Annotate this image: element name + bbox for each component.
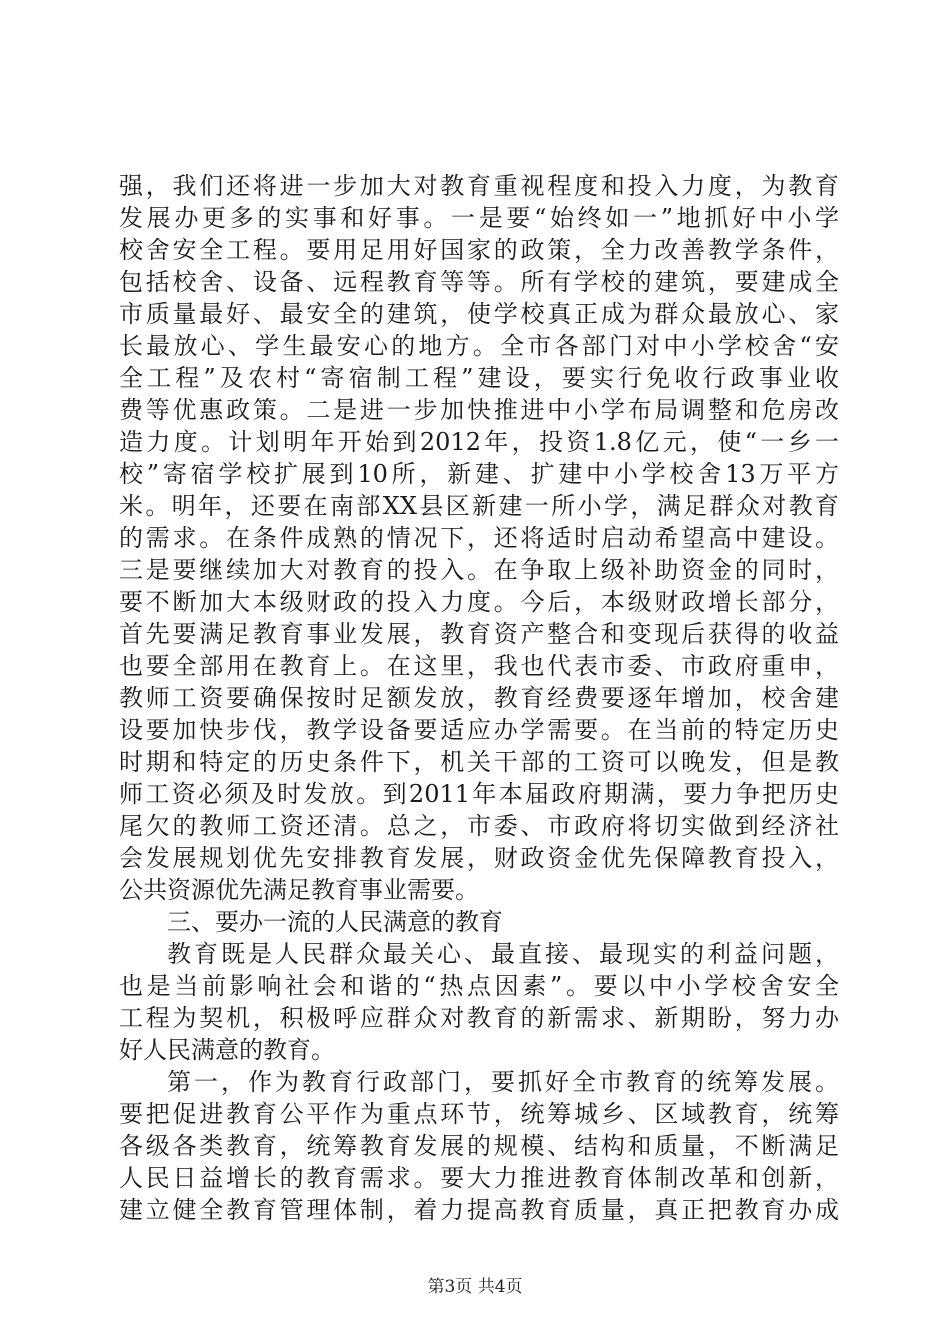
text-line: 各级各类教育，统筹教育发展的规模、结构和质量，不断满足	[119, 1132, 839, 1160]
text-line: 市质量最好、最安全的建筑，使学校真正成为群众最放心、家	[119, 300, 839, 328]
text-line: 设要加快步伐，教学设备要适应办学需要。在当前的特定历史	[119, 716, 839, 744]
text-line: 要把促进教育公平作为重点环节，统筹城乡、区域教育，统筹	[119, 1100, 839, 1128]
text-line: 也是当前影响社会和谐的“热点因素”。要以中小学校舍安全	[119, 972, 839, 1000]
text-line: 公共资源优先满足教育事业需要。	[119, 876, 479, 904]
text-line: 长最放心、学生最安心的地方。全市各部门对中小学校舍“安	[119, 332, 839, 360]
text-line: 人民日益增长的教育需求。要大力推进教育体制改革和创新，	[119, 1164, 839, 1192]
text-line: 工程为契机，积极呼应群众对教育的新需求、新期盼，努力办	[119, 1004, 839, 1032]
text-line: 强，我们还将进一步加大对教育重视程度和投入力度，为教育	[119, 172, 839, 200]
text-line: 也要全部用在教育上。在这里，我也代表市委、市政府重申，	[119, 652, 839, 680]
text-line: 造力度。计划明年开始到2012年，投资1.8亿元，使“一乡一	[119, 428, 839, 456]
text-line: 好人民满意的教育。	[119, 1036, 335, 1064]
text-line: 首先要满足教育事业发展，教育资产整合和变现后获得的收益	[119, 620, 839, 648]
text-line: 校”寄宿学校扩展到10所，新建、扩建中小学校舍13万平方	[119, 460, 839, 488]
text-line: 三、要办一流的人民满意的教育	[167, 908, 503, 936]
text-line: 会发展规划优先安排教育发展，财政资金优先保障教育投入，	[119, 844, 839, 872]
text-line: 发展办更多的实事和好事。一是要“始终如一”地抓好中小学	[119, 204, 839, 232]
text-line: 尾欠的教师工资还清。总之，市委、市政府将切实做到经济社	[119, 812, 839, 840]
text-line: 米。明年，还要在南部XX县区新建一所小学，满足群众对教育	[119, 492, 839, 520]
text-line: 第一，作为教育行政部门，要抓好全市教育的统筹发展。	[167, 1068, 839, 1096]
body-text	[119, 170, 839, 1226]
page-footer: 第3页 共4页	[427, 1277, 523, 1297]
text-line: 的需求。在条件成熟的情况下，还将适时启动希望高中建设。	[119, 524, 839, 552]
text-line: 建立健全教育管理体制，着力提高教育质量，真正把教育办成	[119, 1196, 839, 1224]
text-line: 师工资必须及时发放。到2011年本届政府期满，要力争把历史	[119, 780, 839, 808]
text-line: 全工程”及农村“寄宿制工程”建设，要实行免收行政事业收	[119, 364, 839, 392]
text-line: 费等优惠政策。二是进一步加快推进中小学布局调整和危房改	[119, 396, 839, 424]
text-line: 三是要继续加大对教育的投入。在争取上级补助资金的同时，	[119, 556, 839, 584]
text-line: 教育既是人民群众最关心、最直接、最现实的利益问题，	[167, 940, 839, 968]
text-line: 时期和特定的历史条件下，机关干部的工资可以晚发，但是教	[119, 748, 839, 776]
text-line: 教师工资要确保按时足额发放，教育经费要逐年增加，校舍建	[119, 684, 839, 712]
text-line: 校舍安全工程。要用足用好国家的政策，全力改善教学条件，	[119, 236, 839, 264]
text-line: 要不断加大本级财政的投入力度。今后，本级财政增长部分，	[119, 588, 839, 616]
text-line: 包括校舍、设备、远程教育等等。所有学校的建筑，要建成全	[119, 268, 839, 296]
